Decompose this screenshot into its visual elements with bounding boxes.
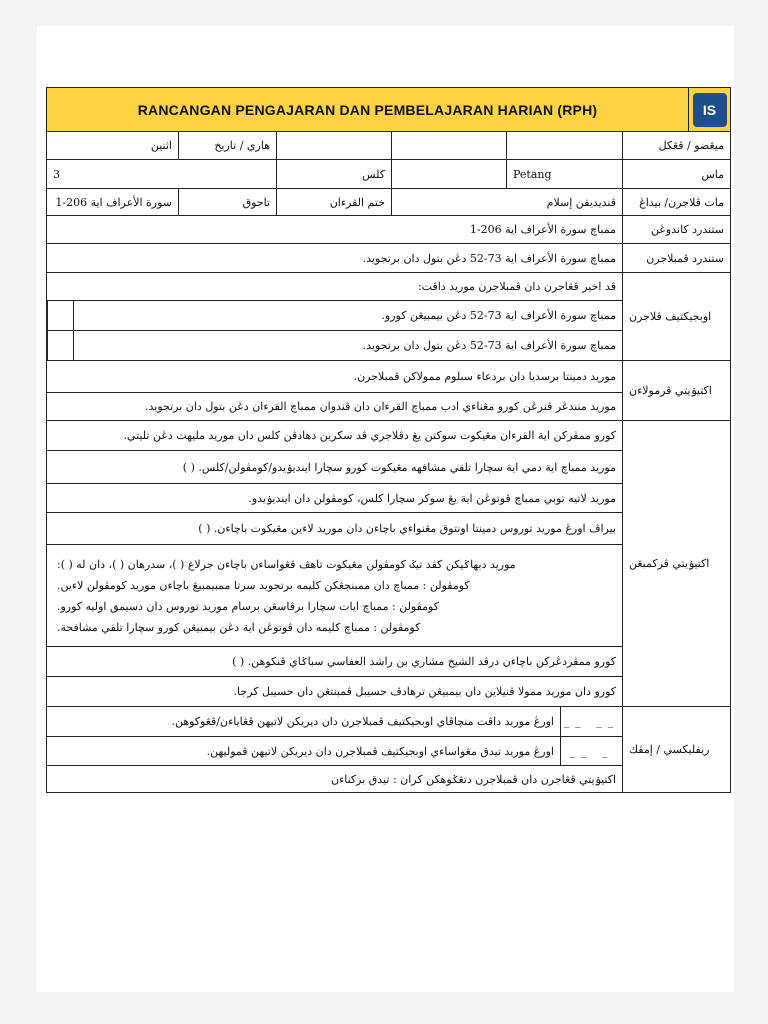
learning-standard-label: ستندرد ڤمبلاجرن xyxy=(622,244,730,272)
development-item: موريد ممباچ اية دمي اية سچارا تلقي مشافهه مڠيكوت كورو سچارا اينديۏيدو/كومڤولن/كلس. ( ) xyxy=(182,460,616,474)
objective-item: ممباچ سورة الأعراف اية 73-52 دڠن بتول دان برتجويد. xyxy=(73,331,622,360)
blank-cell xyxy=(391,160,506,188)
info-row-class xyxy=(47,159,730,188)
blank-cell xyxy=(391,132,506,159)
document-title: RANCANGAN PENGAJARAN DAN PEMBELAJARAN HARIAN (RPH) xyxy=(137,101,598,118)
reflection-item: اورڠ موريد تيدق مڠواساءي اوبجيكتيف ڤمبلاجرن دان ديريكن لاتيهن ڤموليهن. xyxy=(206,744,554,758)
time-label: ماس xyxy=(622,160,730,188)
development-section xyxy=(47,420,730,706)
rph-document xyxy=(46,87,731,793)
group-activity-item: كومڤولن : ممباچ دان ممبنجڠكن كليمه برتجويد سرتا ممبيمبيڠ باچاءن موريد كومڤولن لاءين. xyxy=(57,578,470,592)
blank-cell xyxy=(506,132,622,159)
formulation-item: موريد منندڠر ڤنرڠن كورو مڠناءي ادب ممباچ القرءان دان ڤندوان ممباچ القرءان دڠن بتول دان برتجويد. xyxy=(144,400,616,413)
development-item: كورو ممڤركن اية القرءان مڠيكوت سوكتن يڠ دڤلاجري ڤد سكرين دهادڤن كلس دان موريد مليهت دڠن تليتي. xyxy=(123,429,616,442)
objective-checkbox xyxy=(47,331,73,360)
group-activity-intro: موريد دبهاݢيكن كڤد تيݢ كومڤولن مڠيكوت تاهڤ ڤڠواساءن باچاءن جرلاغ ( )، سدرهان ( )، دان له ( ): xyxy=(57,557,516,571)
content-standard-value: ممباچ سورة الأعراف اية 206-1 xyxy=(469,223,616,236)
reflection-blank[interactable]: _ __ xyxy=(560,737,622,765)
objectives-intro: ڤد اخير ڤڠاجرن دان ڤمبلاجرن موريد داڤت: xyxy=(417,280,616,293)
reflection-footer: اكتيۏيتي ڤڠاجرن دان ڤمبلاجرن دتڠݢوهكن كران : تيدق بركناءن xyxy=(330,772,616,786)
class-number: 3 xyxy=(53,167,60,181)
day-label: هاري / تاريخ xyxy=(178,132,276,159)
day-value: اثنين xyxy=(150,139,172,152)
field-value: ختم القرءان xyxy=(276,189,391,215)
title-row xyxy=(47,88,730,131)
objectives-section xyxy=(47,272,730,360)
formulation-item: موريد دمينتا برسديا دان بردعاء سبلوم ممولاكن ڤمبلاجرن. xyxy=(353,370,616,383)
class-value xyxy=(47,160,276,188)
reflection-label: ريفليكسي / إمڤك xyxy=(622,707,730,792)
learning-standard-value: ممباچ سورة الأعراف اية 73-52 دڠن بتول دان برتجويد. xyxy=(362,251,616,265)
development-item: بيراڤ اورڠ موريد توروس دمينتا اونتوق مڠنواءي باچاءن دان موريد لاءين مڠيكوت باچاءن. ( ) xyxy=(198,522,616,535)
objective-checkbox xyxy=(47,301,73,330)
development-label: اكتيۏيتي ڤركمبڠن xyxy=(622,421,730,706)
learning-standard-row xyxy=(47,243,730,272)
objective-item: ممباچ سورة الأعراف اية 73-52 دڠن بيمبيڠن كورو. xyxy=(73,301,622,330)
class-label: كلس xyxy=(276,160,391,188)
formulation-section xyxy=(47,360,730,420)
development-item: موريد لاتيه توبي ممباچ ڤوتوڠن اية يڠ سوكر سچارا كلس، كومڤولن دان اينديۏيدو. xyxy=(248,491,616,505)
objectives-label: اوبجيكتيف ڤلاجرن xyxy=(622,273,730,360)
group-activity-item: كومڤولن : ممباچ ايات سچارا برڤاسڠن برسام موريد توروس دان دسيمق اوليه كورو. xyxy=(57,599,439,613)
logo-icon: IS xyxy=(693,93,727,127)
group-activity xyxy=(47,545,622,646)
subject-value: ڤنديديقن إسلام xyxy=(391,189,622,215)
time-value: Petang xyxy=(506,160,622,188)
school-logo xyxy=(688,88,730,131)
reflection-section xyxy=(47,706,730,792)
subject-label: مات ڤلاجرن/ بيداڠ xyxy=(622,189,730,215)
development-item: كورو ممڤردڠركن باچاءن درڤد الشيخ مشاري بن راشد العفاسي سباݢاي ڤنكوهن. ( ) xyxy=(232,655,616,668)
content-standard-label: ستندرد كاندوڠن xyxy=(622,216,730,243)
topic-value: سورة الأعراف اية 206-1 xyxy=(55,195,172,209)
week-label: ميڠضو / ڤڠكل xyxy=(622,132,730,159)
topic-label: تاجوق xyxy=(178,189,276,215)
reflection-item: اورڠ موريد داڤت منچاڤاي اوبجيكتيف ڤمبلاجرن دان ديريكن لاتيهن ڤڠاياءن/ڤڠوكوهن. xyxy=(171,715,554,728)
content-standard-row xyxy=(47,215,730,243)
info-row-subject xyxy=(47,188,730,215)
formulation-label: اكتيۏيتي ڤرمولاءن xyxy=(622,361,730,420)
development-item: كورو دان موريد ممولا ڤنيلاين دان بيمبيڠن ترهادڤ حسيبل ڤمبنتڠن دان حسيبل كرجا. xyxy=(233,685,616,698)
reflection-blank[interactable]: __ __ xyxy=(560,707,622,736)
blank-cell xyxy=(276,132,391,159)
group-activity-item: كومڤولن : ممباچ كليمه دان ڤوتوڠن اية دڠن بيمبيڠن كورو سچارا تلقي مشافحة. xyxy=(57,620,421,634)
info-row-week xyxy=(47,131,730,159)
